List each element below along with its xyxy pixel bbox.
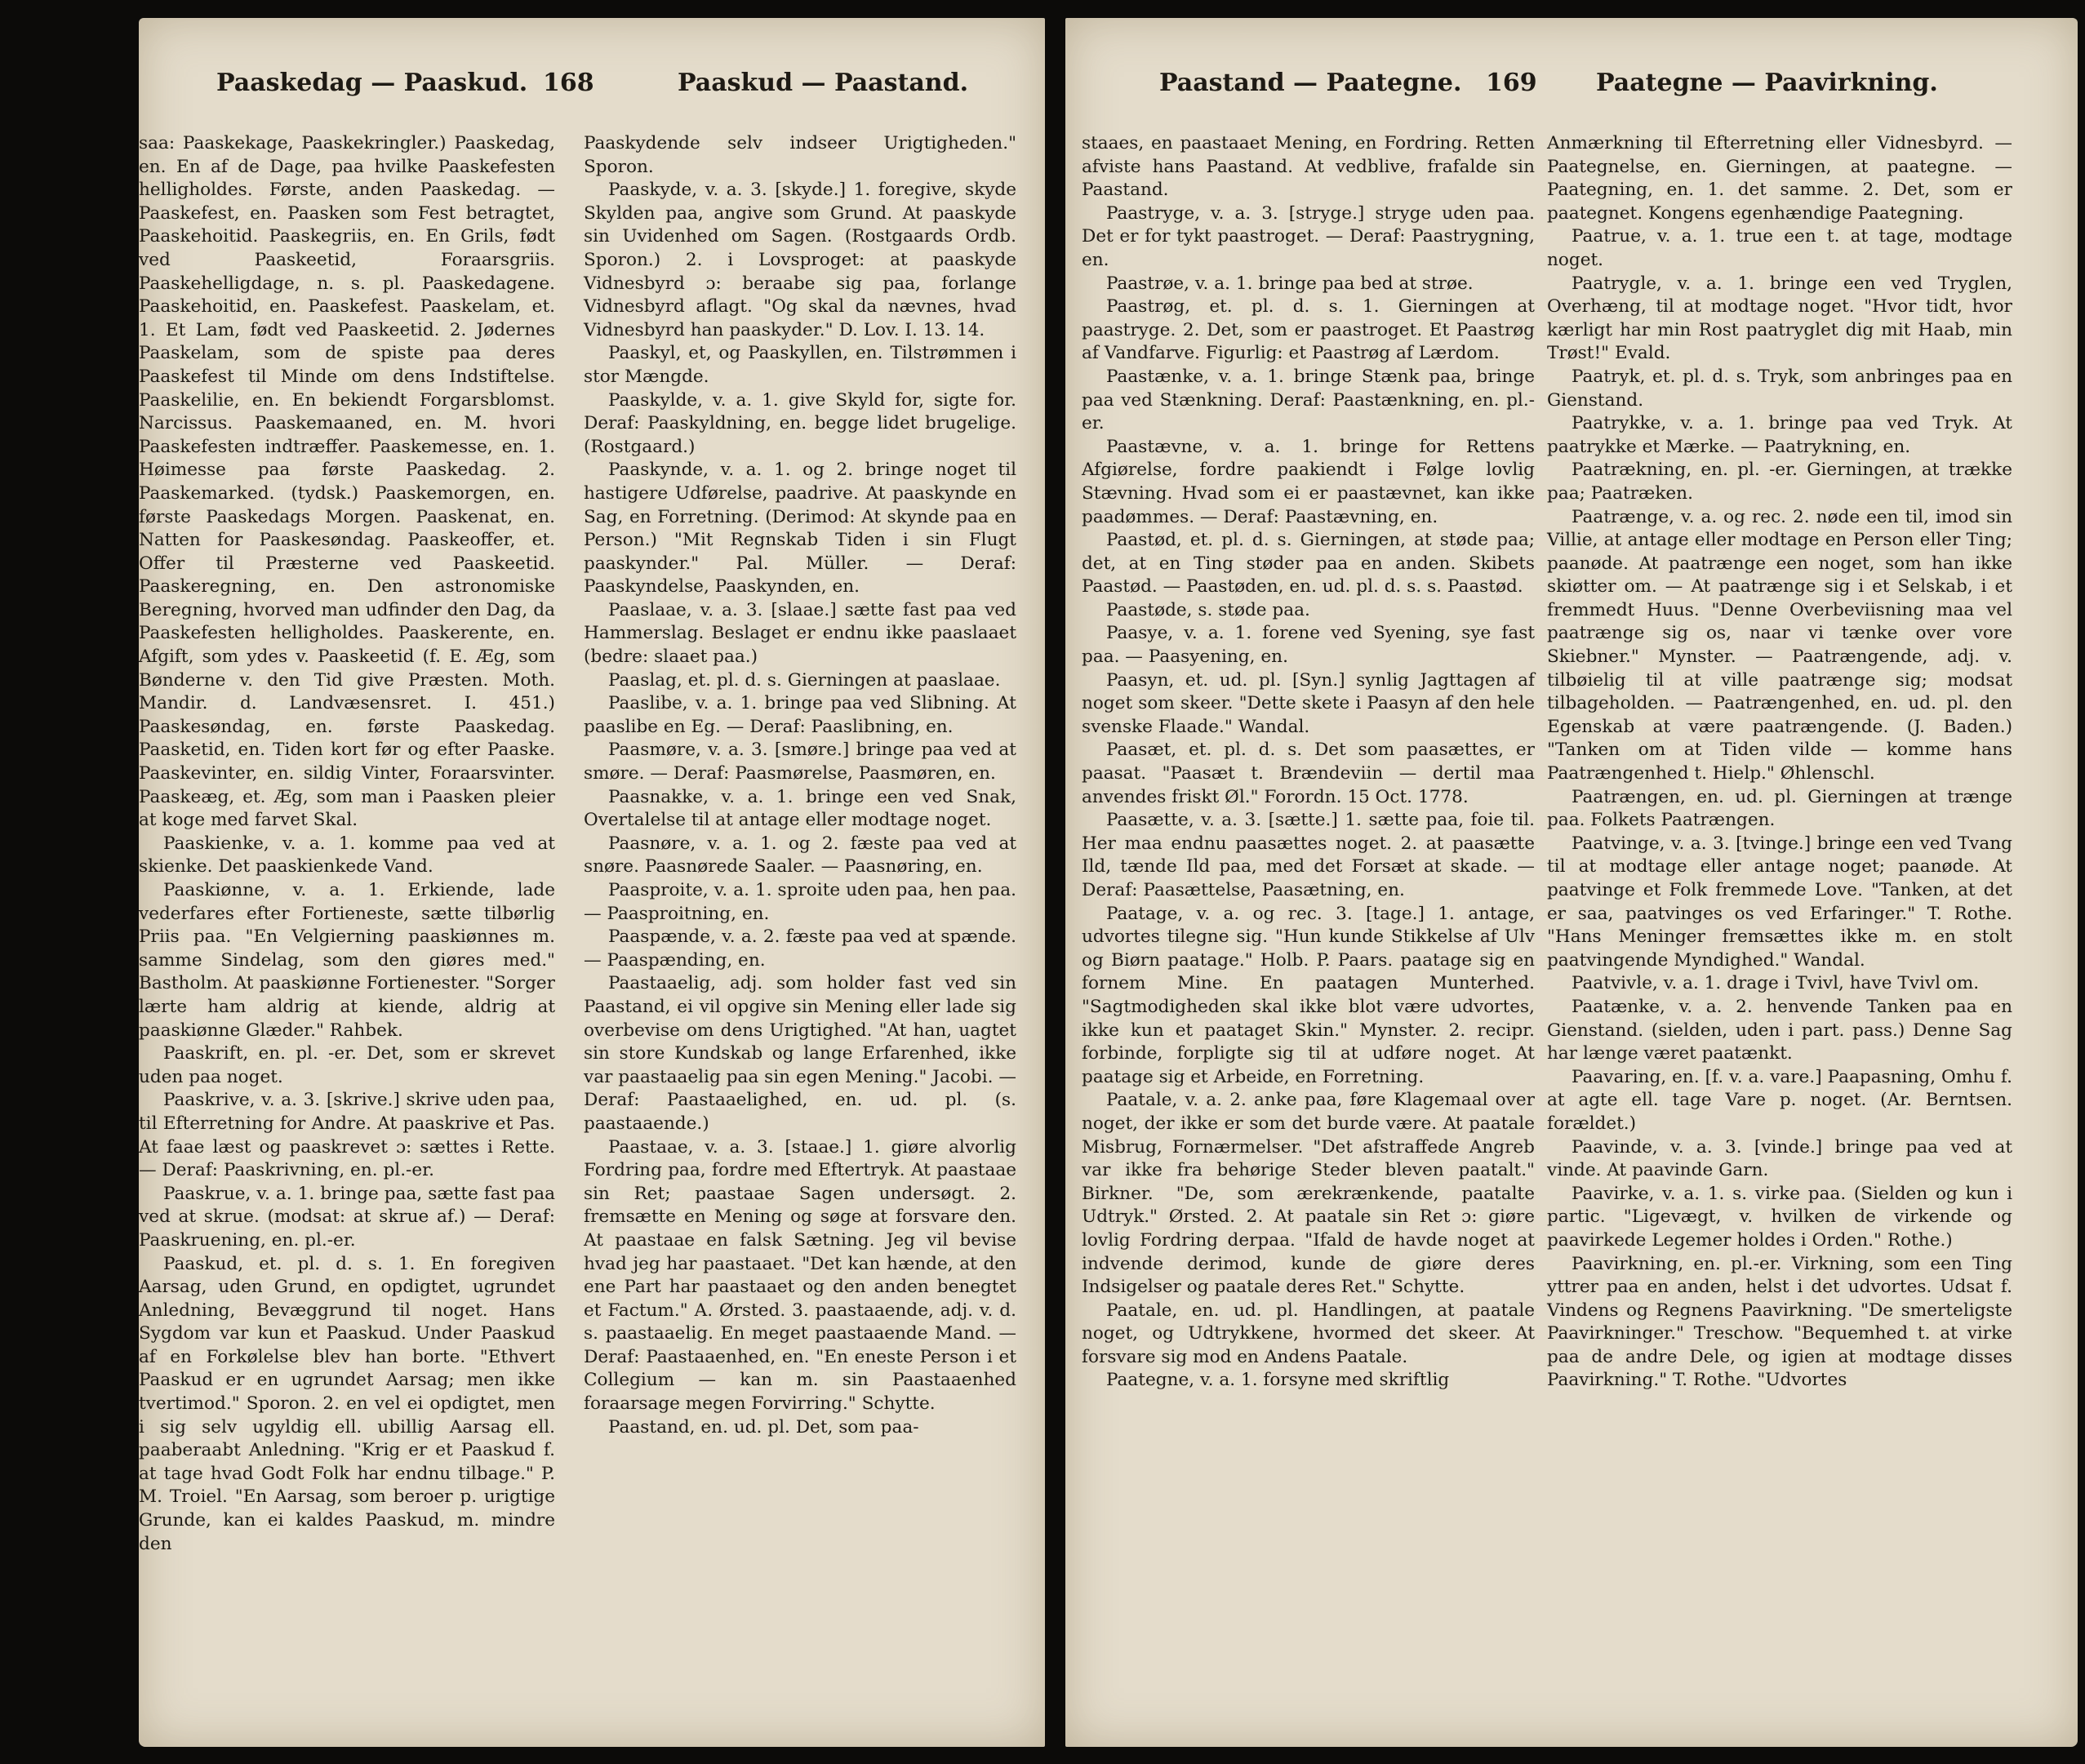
dictionary-entry: Paastænke, v. a. 1. bringe Stænk paa, bringe paa ved Stænkning. Deraf: Paastænkning, en. pl.-er. — [1082, 366, 1535, 434]
page-number: 168 — [543, 69, 594, 97]
dictionary-entry: Anmærkning til Efterretning eller Vidnesbyrd. — Paategnelse, en. Gierningen, at paategne. — Paategning, en. 1. det samme. 2. Det, som er paategnet. Kongens egenhændige Paategning. — [1547, 133, 2012, 224]
dictionary-entry: Paasætte, v. a. 3. [sætte.] 1. sætte paa, foie til. Her maa endnu paasættes noget. 2. at paasætte Ild, tænde Ild paa, med det Forsæt at skade. — Deraf: Paasættelse, Paasætning, en. — [1082, 810, 1535, 900]
dictionary-entry: Paastaae, v. a. 3. [staae.] 1. giøre alvorlig Fordring paa, fordre med Eftertryk. At paastaae sin Ret; paastaae Sagen undersøgt. 2. fremsætte en Mening og søge at forsvare den. At paastaae en falsk Sætning. Jeg vil bevise hvad jeg har paastaaet. "Det kan hænde, at den ene Part har paastaaet og den anden benegtet et Factum." A. Ørsted. 3. paastaaende, adj. v. d. s. paastaaelig. En meget paastaaende Mand. — Deraf: Paastaaenhed, en. "En eneste Person i et Collegium — kan m. sin Paastaaenhed foraarsage megen Forvirring." Schytte. — [584, 1136, 1016, 1415]
header-left-catchword: Paaskedag — Paaskud. — [216, 69, 528, 97]
dictionary-entry: Paaskrift, en. pl. -er. Det, som er skrevet uden paa noget. — [139, 1043, 555, 1087]
dictionary-entry: Paaskyde, v. a. 3. [skyde.] 1. foregive, skyde Skylden paa, angive som Grund. At paaskyde sin Uvidenhed om Sagen. (Rostgaards Ordb. Sporon.) 2. i Lovsproget: at paaskyde Vidnesbyrd ɔ: beraabe sig paa, forlange Vidnesbyrd aflagt. "Og skal da nævnes, hvad Vidnesbyrd han paaskyder." D. Lov. I. 13. 14. — [584, 180, 1016, 340]
dictionary-entry: Paastrøe, v. a. 1. bringe paa bed at strøe. — [1106, 273, 1474, 294]
dictionary-entry: Paatale, en. ud. pl. Handlingen, at paatale noget, og Udtrykkene, hvormed det skeer. At forsvare sig mod en Andens Paatale. — [1082, 1300, 1535, 1367]
dictionary-entry: Paatrue, v. a. 1. true een t. at tage, modtage noget. — [1547, 226, 2012, 270]
dictionary-entry: Paategne, v. a. 1. forsyne med skriftlig — [1106, 1370, 1450, 1391]
header-right-catchword: Paategne — Paavirkning. — [1596, 69, 1938, 97]
dictionary-entry: Paasæt, et. pl. d. s. Det som paasættes, er paasat. "Paasæt t. Brændeviin — dertil maa anvendes friskt Øl." Forordn. 15 Oct. 1778. — [1082, 740, 1535, 807]
dictionary-entry: Paaskienke, v. a. 1. komme paa ved at skienke. Det paaskienkede Vand. — [139, 833, 555, 878]
dictionary-entry: Paaskyl, et, og Paaskyllen, en. Tilstrømmen i stor Mængde. — [584, 343, 1016, 387]
dictionary-entry: Paatryk, et. pl. d. s. Tryk, som anbringes paa en Gienstand. — [1547, 366, 2012, 411]
dictionary-entry: Paaslaae, v. a. 3. [slaae.] sætte fast paa ved Hammerslag. Beslaget er endnu ikke paaslaaet (bedre: slaaet paa.) — [584, 599, 1016, 668]
column — [1082, 132, 1535, 1393]
dictionary-entry: Paastrøg, et. pl. d. s. 1. Gierningen at paastryge. 2. Det, som er paastroget. Et Paastrøg af Vandfarve. Figurlig: et Paastrøg af Lærdom. — [1082, 296, 1535, 364]
column — [1547, 132, 2012, 1393]
dictionary-entry: Paaskud, et. pl. d. s. 1. En foregiven Aarsag, uden Grund, en opdigtet, ugrundet Anledning, Bevæggrund til noget. Hans Sygdom var kun et Paaskud. Under Paaskud af en Forkølelse blev han borte. "Ethvert Paaskud er en ugrundet Aarsag; men ikke tvertimod." Sporon. 2. en vel ei opdigtet, men i sig selv ugyldig ell. ubillig Aarsag ell. paaberaabt Anledning. "Krig er et Paaskud f. at tage hvad Godt Folk har endnu tilbage." P. M. Troiel. "En Aarsag, som beroer p. urigtige Grunde, kan ei kaldes Paaskud, m. mindre den — [139, 1253, 555, 1554]
dictionary-entry: Paatrækning, en. pl. -er. Gierningen, at trække paa; Paatræken. — [1547, 460, 2012, 504]
dictionary-entry: Paatale, v. a. 2. anke paa, føre Klagemaal over noget, der ikke er som det burde være. At paatale Misbrug, Fornærmelser. "Det afstraffede Angreb var ikke fra behørige Steder bleven paatalt." Birkner. "De, som ærekrænkende, paatalte Udtryk." Ørsted. 2. At paatale sin Ret ɔ: giøre lovlig Fordring derpaa. "Ifald de havde noget at indvende derimod, kunde de giøre deres Indsigelser og paatale deres Ret." Schytte. — [1082, 1090, 1535, 1298]
dictionary-entry: Paatvivle, v. a. 1. drage i Tvivl, have Tvivl om. — [1572, 973, 1980, 994]
dictionary-entry: Paasmøre, v. a. 3. [smøre.] bringe paa ved at smøre. — Deraf: Paasmørelse, Paasmøren, en. — [584, 740, 1016, 784]
dictionary-entry: Paastævne, v. a. 1. bringe for Rettens Afgiørelse, fordre paakiendt i Følge lovlig Stævning. Hvad som ei er paastævnet, kan ikke paadømmes. — Deraf: Paastævning, en. — [1082, 436, 1535, 527]
header-right-catchword: Paaskud — Paastand. — [678, 69, 969, 97]
dictionary-entry: Paatrænge, v. a. og rec. 2. nøde een til, imod sin Villie, at antage eller modtage en Person eller Ting; paanøde. At paatrænge een noget, som han ikke skiøtter om. — At paatrænge sig i et Selskab, i et fremmedt Huus. "Denne Overbeviisning maa vel paatrænge sig os, naar vi tænke over vore Skiebner." Mynster. — Paatrængende, adj. v. tilbøielig til at ville paatrænge sig; modsat tilbageholden. — Paatrængenhed, en. ud. pl. den Egenskab at være paatrængende. (J. Baden.) "Tanken om at Tiden vilde — komme hans Paatrængenhed t. Hielp." Øhlenschl. — [1547, 506, 2012, 784]
left-page — [139, 18, 1045, 1747]
dictionary-entry: Paaskylde, v. a. 1. give Skyld for, sigte for. Deraf: Paaskyldning, en. begge lidet brugelige. (Rostgaard.) — [584, 389, 1016, 457]
column — [139, 132, 555, 1556]
dictionary-entry: Paatrygle, v. a. 1. bringe een ved Tryglen, Overhæng, til at modtage noget. "Hvor tidt, hvor kærligt har min Rost paatryglet dig mit Haab, min Trøst!" Evald. — [1547, 273, 2012, 364]
dictionary-entry: Paasye, v. a. 1. forene ved Syening, sye fast paa. — Paasyening, en. — [1082, 623, 1535, 668]
dictionary-entry: Paavaring, en. [f. v. a. vare.] Paapasning, Omhu f. at agte ell. tage Vare p. noget. (Ar. Berntsen. forældet.) — [1547, 1066, 2012, 1134]
dictionary-entry: Paastand, en. ud. pl. Det, som paa- — [608, 1416, 919, 1437]
page-number: 169 — [1486, 69, 1537, 97]
dictionary-entry: Paasnakke, v. a. 1. bringe een ved Snak, Overtalelse til at antage eller modtage noget. — [584, 786, 1016, 831]
left-page-header — [139, 69, 1045, 118]
header-left-catchword: Paastand — Paategne. — [1159, 69, 1462, 97]
dictionary-entry: Paavinde, v. a. 3. [vinde.] bringe paa ved at vinde. At paavinde Garn. — [1547, 1136, 2012, 1181]
dictionary-entry: Paaslibe, v. a. 1. bringe paa ved Slibning. At paaslibe en Eg. — Deraf: Paaslibning, en. — [584, 693, 1016, 737]
dictionary-entry: Paavirkning, en. pl.-er. Virkning, som een Ting yttrer paa en anden, helst i det udvortes. Udsat f. Vindens og Regnens Paavirkning. "De smerteligste Paavirkninger." Treschow. "Bequemhed t. at virke paa de andre Dele, og igien at modtage disses Paavirkning." T. Rothe. "Udvortes — [1547, 1253, 2012, 1391]
right-page-header — [1065, 69, 2078, 118]
dictionary-entry: Paaskydende selv indseer Urigtigheden." Sporon. — [584, 133, 1016, 177]
dictionary-entry: Paatvinge, v. a. 3. [tvinge.] bringe een ved Tvang til at modtage eller antage noget; paanøde. At paatvinge et Folk fremmede Love. "Tanken, at det er saa, paatvinges os ved Erfaringer." T. Rothe. "Hans Meninger fremsættes ikke m. en stolt paatvingende Myndighed." Wandal. — [1547, 833, 2012, 971]
dictionary-entry: Paavirke, v. a. 1. s. virke paa. (Sielden og kun i partic. "Ligevægt, v. hvilken de virkende og paavirkede Legemer holdes i Orden." Rothe.) — [1547, 1183, 2012, 1251]
dictionary-entry: saa: Paaskekage, Paaskekringler.) Paaskedag, en. En af de Dage, paa hvilke Paaskefesten helligholdes. Første, anden Paaskedag. — Paaskefest, en. Paasken som Fest betragtet, Paaskehoitid. Paaskegriis, en. En Grils, født ved Paaskeetid, Foraarsgriis. Paaskehelligdage, n. s. pl. Paaskedagene. Paaskehoitid, en. Paaskefest. Paaskelam, et. 1. Et Lam, født ved Paaskeetid. 2. Jødernes Paaskelam, som de spiste paa deres Paaskefest til Minde om dens Indstiftelse. Paaskelilie, en. En bekiendt Forgarsblomst. Narcissus. Paaskemaaned, en. M. hvori Paaskefesten indtræffer. Paaskemesse, en. 1. Høimesse paa første Paaskedag. 2. Paaskemarked. (tydsk.) Paaskemorgen, en. første Paaskedags Morgen. Paaskenat, en. Natten for Paaskesøndag. Paaskeoffer, et. Offer til Præsterne ved Paaskeetid. Paaskeregning, en. Den astronomiske Beregning, hvorved man udfinder den Dag, da Paaskefesten helligholdes. Paaskerente, en. Afgift, som ydes v. Paaskeetid (f. E. Æg, som Bønderne v. den Tid give Præsten. Moth. Mandir. d. Landvæsensret. I. 451.) Paaskesøndag, en. første Paaskedag. Paasketid, en. Tiden kort før og efter Paaske. Paaskevinter, en. sildig Vinter, Foraarsvinter. Paaskeæg, et. Æg, som man i Paasken pleier at koge med farvet Skal. — [139, 133, 555, 831]
dictionary-entry: Paasproite, v. a. 1. sproite uden paa, hen paa. — Paasproitning, en. — [584, 880, 1016, 924]
dictionary-entry: Paastryge, v. a. 3. [stryge.] stryge uden paa. Det er for tykt paastroget. — Deraf: Paastrygning, en. — [1082, 202, 1535, 270]
dictionary-entry: Paastøde, s. støde paa. — [1106, 599, 1310, 620]
dictionary-entry: Paatrængen, en. ud. pl. Gierningen at trænge paa. Folkets Paatrængen. — [1547, 786, 2012, 831]
dictionary-entry: staaes, en paastaaet Mening, en Fordring. Retten afviste hans Paastand. At vedblive, frafalde sin Paastand. — [1082, 133, 1535, 201]
dictionary-entry: Paatage, v. a. og rec. 3. [tage.] 1. antage, udvortes tilegne sig. "Hun kunde Stikkelse af Ulv og Biørn paatage." Holb. P. Paars. paatage sig en fornem Mine. En paatagen Munterhed. "Sagtmodigheden skal ikke blot være udvortes, ikke kun et paataget Skin." Mynster. 2. recipr. forbinde, forpligte sig til at udføre noget. At paatage sig et Arbeide, en Forretning. — [1082, 903, 1535, 1087]
dictionary-entry: Paastaaelig, adj. som holder fast ved sin Paastand, ei vil opgive sin Mening eller lade sig overbevise om dens Urigtighed. "At han, uagtet sin store Kundskab og lange Erfarenhed, ikke var paastaaelig paa sin egen Mening." Jacobi. — Deraf: Paastaaelighed, en. ud. pl. (s. paastaaende.) — [584, 973, 1016, 1134]
dictionary-entry: Paasyn, et. ud. pl. [Syn.] synlig Jagttagen af noget som skeer. "Dette skete i Paasyn af den hele svenske Flaade." Wandal. — [1082, 669, 1535, 737]
dictionary-entry: Paatrykke, v. a. 1. bringe paa ved Tryk. At paatrykke et Mærke. — Paatrykning, en. — [1547, 413, 2012, 457]
right-page — [1065, 18, 2078, 1747]
dictionary-entry: Paasnøre, v. a. 1. og 2. fæste paa ved at snøre. Paasnørede Saaler. — Paasnøring, en. — [584, 833, 1016, 878]
dictionary-entry: Paaspænde, v. a. 2. fæste paa ved at spænde. — Paaspænding, en. — [584, 926, 1016, 971]
dictionary-entry: Paaskynde, v. a. 1. og 2. bringe noget til hastigere Udførelse, paadrive. At paaskynde en Sag, en Forretning. (Derimod: At skynde paa en Person.) "Mit Regnskab Tiden i sin Flugt paaskynder." Pal. Müller. — Deraf: Paaskyndelse, Paaskynden, en. — [584, 460, 1016, 598]
dictionary-entry: Paaskrive, v. a. 3. [skrive.] skrive uden paa, til Efterretning for Andre. At paaskrive et Pas. At faae læst og paaskrevet ɔ: sættes i Rette. — Deraf: Paaskrivning, en. pl.-er. — [139, 1090, 555, 1181]
dictionary-entry: Paastød, et. pl. d. s. Gierningen, at støde paa; det, at en Ting støder paa en anden. Skibets Paastød. — Paastøden, en. ud. pl. d. s. s. Paastød. — [1082, 530, 1535, 598]
dictionary-entry: Paatænke, v. a. 2. henvende Tanken paa en Gienstand. (sielden, uden i part. pass.) Denne Sag har længe været paatænkt. — [1547, 996, 2012, 1064]
dictionary-entry: Paaskiønne, v. a. 1. Erkiende, lade vederfares efter Fortieneste, sætte tilbørlig Priis paa. "En Velgierning paaskiønnes m. samme Sindelag, som den giøres med." Bastholm. At paaskiønne Fortienester. "Sorger lærte ham aldrig at kiende, aldrig at paaskiønne Glæder." Rahbek. — [139, 880, 555, 1041]
dictionary-entry: Paaskrue, v. a. 1. bringe paa, sætte fast paa ved at skrue. (modsat: at skrue af.) — Deraf: Paaskruening, en. pl.-er. — [139, 1183, 555, 1251]
dictionary-entry: Paaslag, et. pl. d. s. Gierningen at paaslaae. — [608, 669, 1001, 691]
column — [584, 132, 1016, 1439]
